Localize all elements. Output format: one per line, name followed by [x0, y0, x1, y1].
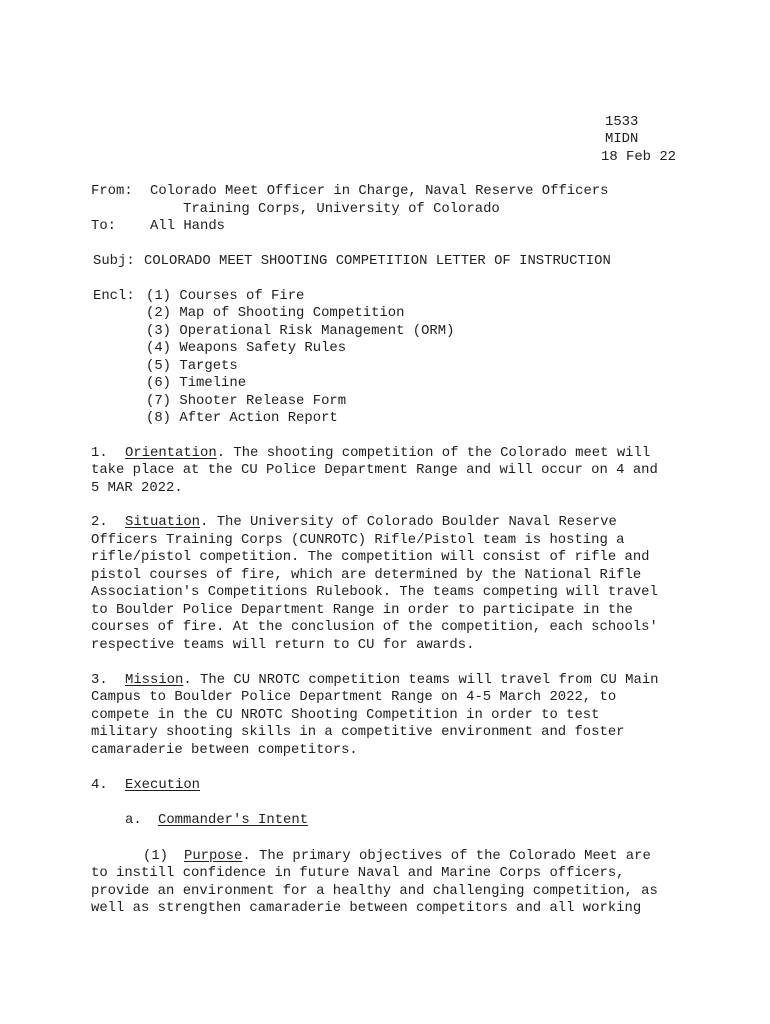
- subject-text: COLORADO MEET SHOOTING COMPETITION LETTER OF INSTRUCTION: [144, 253, 611, 269]
- purpose-line-3: provide an environment for a healthy and challenging competition, as: [91, 883, 658, 899]
- mission-heading: Mission: [125, 672, 184, 688]
- situation-line-7: courses of fire. At the conclusion of the competition, each schools': [91, 619, 658, 635]
- orientation-line-3: 5 MAR 2022.: [91, 480, 183, 496]
- orientation-line-1: Orientation. The shooting competition of the Colorado meet will: [125, 445, 651, 461]
- enclosure-item-1: (1) Courses of Fire: [146, 288, 305, 304]
- enclosure-item-7: (7) Shooter Release Form: [146, 393, 347, 409]
- enclosure-item-8: (8) After Action Report: [146, 410, 338, 426]
- from-label: From:: [91, 183, 133, 199]
- purpose-heading: Purpose: [184, 848, 243, 864]
- mission-line-3: compete in the CU NROTC Shooting Competition in order to test: [91, 707, 600, 723]
- situation-line-2: Officers Training Corps (CUNROTC) Rifle/Pistol team is hosting a: [91, 532, 625, 548]
- situation-line-1: Situation. The University of Colorado Boulder Naval Reserve: [125, 514, 617, 530]
- execution-heading: Execution: [125, 777, 201, 793]
- subject-label: Subj:: [93, 253, 135, 269]
- mission-line-5: camaraderie between competitors.: [91, 742, 358, 758]
- ssic-code: 1533: [605, 114, 639, 130]
- orientation-heading: Orientation: [125, 445, 217, 461]
- orientation-line-2: take place at the CU Police Department Range and will occur on 4 and: [91, 462, 658, 478]
- enclosure-item-6: (6) Timeline: [146, 375, 247, 391]
- commanders-intent-heading: Commander's Intent: [158, 812, 309, 828]
- mission-number: 3.: [91, 672, 108, 688]
- originator-code: MIDN: [605, 131, 639, 147]
- from-line-1: Colorado Meet Officer in Charge, Naval Reserve Officers: [150, 183, 609, 199]
- purpose-line-2: to instill confidence in future Naval and Marine Corps officers,: [91, 865, 625, 881]
- situation-number: 2.: [91, 514, 108, 530]
- enclosure-item-5: (5) Targets: [146, 358, 238, 374]
- mission-line-4: military shooting skills in a competitive environment and foster: [91, 724, 625, 740]
- mission-line-2: Campus to Boulder Police Department Range on 4-5 March 2022, to: [91, 689, 617, 705]
- situation-line-8: respective teams will return to CU for awards.: [91, 637, 475, 653]
- enclosure-item-3: (3) Operational Risk Management (ORM): [146, 323, 455, 339]
- situation-line-4: pistol courses of fire, which are determined by the National Rifle: [91, 567, 642, 583]
- enclosure-item-2: (2) Map of Shooting Competition: [146, 305, 405, 321]
- purpose-line-1: Purpose. The primary objectives of the Colorado Meet are: [184, 848, 651, 864]
- execution-number: 4.: [91, 777, 108, 793]
- situation-line-5: Association's Competitions Rulebook. The teams competing will travel: [91, 584, 658, 600]
- orientation-number: 1.: [91, 445, 108, 461]
- purpose-line-4: well as strengthen camaraderie between competitors and all working: [91, 900, 642, 916]
- situation-heading: Situation: [125, 514, 201, 530]
- commanders-intent-number: a.: [125, 812, 142, 828]
- purpose-number: (1): [143, 848, 169, 864]
- enclosure-item-4: (4) Weapons Safety Rules: [146, 340, 347, 356]
- letter-date: 18 Feb 22: [601, 149, 677, 165]
- situation-line-3: rifle/pistol competition. The competition will consist of rifle and: [91, 549, 650, 565]
- situation-line-6: to Boulder Police Department Range in order to participate in the: [91, 602, 633, 618]
- to-label: To:: [91, 218, 117, 234]
- from-line-2: Training Corps, University of Colorado: [183, 201, 500, 217]
- to-value: All Hands: [150, 218, 226, 234]
- enclosures-label: Encl:: [93, 288, 135, 304]
- mission-line-1: Mission. The CU NROTC competition teams will travel from CU Main: [125, 672, 659, 688]
